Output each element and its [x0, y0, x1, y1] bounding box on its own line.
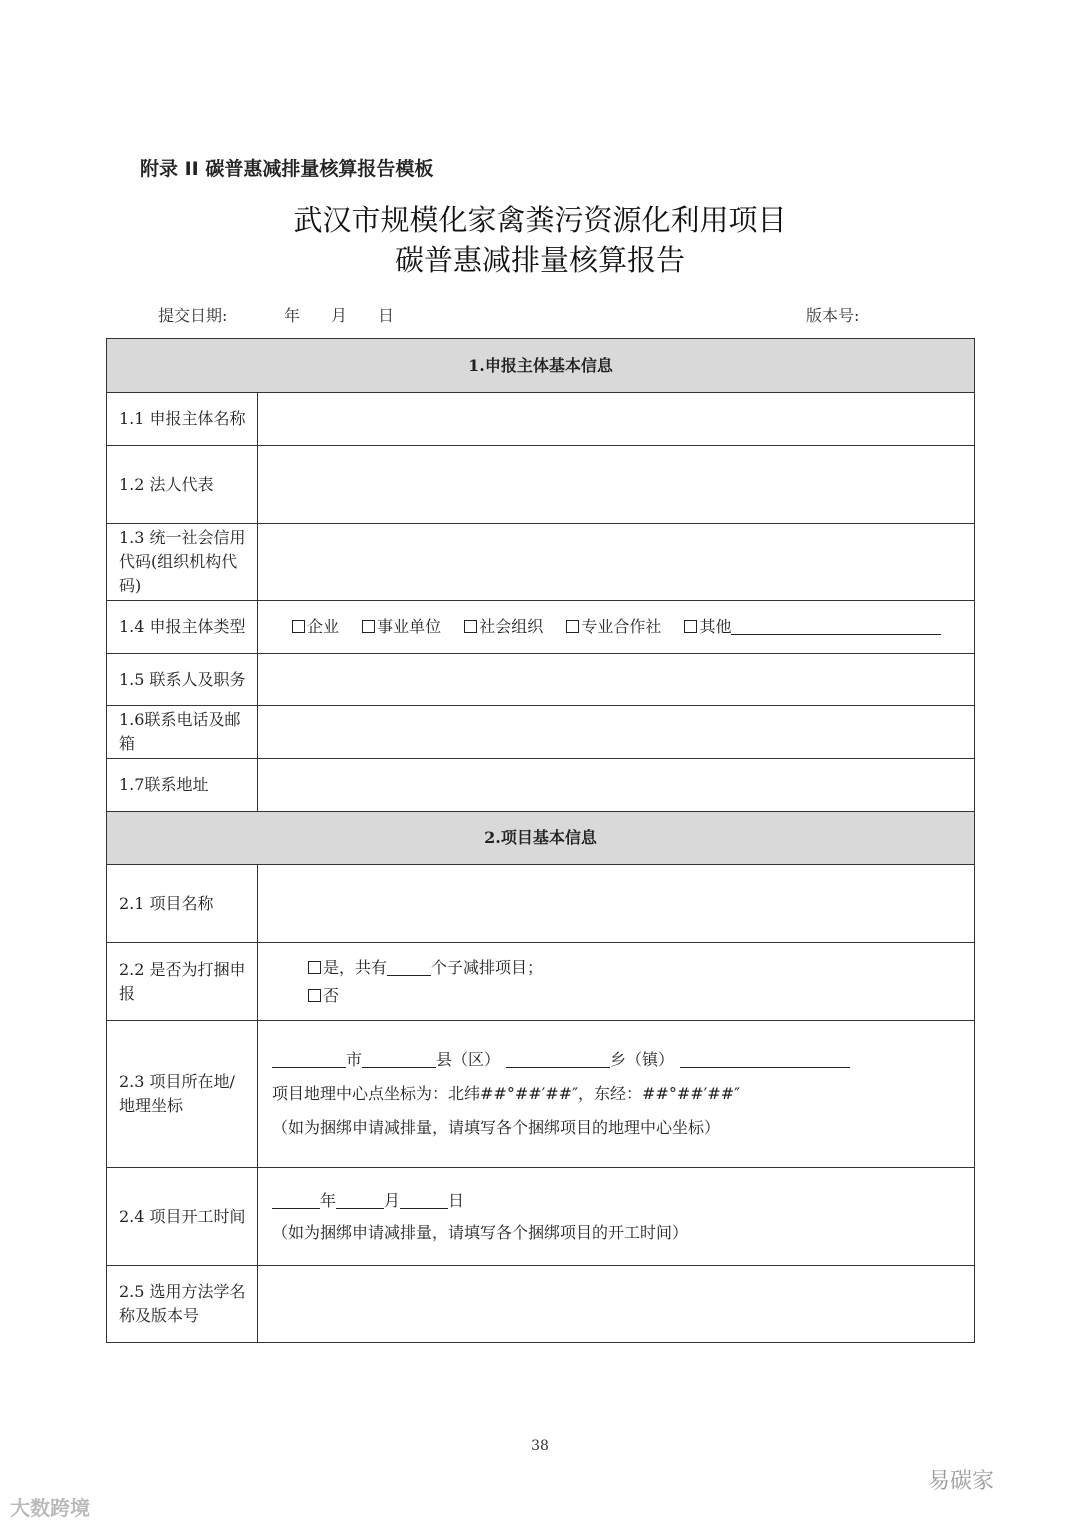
city-blank[interactable]: [272, 1051, 346, 1068]
location-field: 市 县（区） 乡（镇） 项目地理中心点坐标为：北纬##°##′##″，东经：##°##′##″ （如为捆绑申请减排量，请填写各个捆绑项目的地理中心坐标）: [258, 1021, 975, 1168]
row-label: 1.3 统一社会信用代码(组织机构代码): [107, 524, 258, 601]
section2-title: 2.项目基本信息: [107, 812, 975, 865]
applicant-name-field[interactable]: [258, 393, 975, 446]
option-enterprise[interactable]: 企业: [292, 617, 339, 636]
start-year-blank[interactable]: [272, 1192, 320, 1209]
report-title-line1: 武汉市规模化家禽粪污资源化利用项目: [293, 203, 787, 237]
methodology-field[interactable]: [258, 1266, 975, 1343]
option-public-institution[interactable]: 事业单位: [362, 617, 441, 636]
checkbox-icon[interactable]: [566, 620, 579, 633]
appendix-heading: 附录 II 碳普惠减排量核算报告模板: [140, 158, 434, 180]
town-blank[interactable]: [506, 1051, 610, 1068]
form-row: [107, 943, 975, 1021]
form-row: [107, 1266, 975, 1343]
section-header-row: [107, 339, 975, 393]
submit-date-month: 月: [331, 306, 348, 325]
checkbox-icon[interactable]: [362, 620, 375, 633]
submit-date-label: 提交日期:: [158, 306, 228, 325]
start-date-field: 年 月 日 （如为捆绑申请减排量，请填写各个捆绑项目的开工时间）: [258, 1168, 975, 1266]
village-blank[interactable]: [680, 1051, 850, 1068]
watermark-right: 易碳家: [928, 1469, 995, 1494]
start-day-blank[interactable]: [400, 1192, 448, 1209]
form-row: [107, 446, 975, 524]
row-label: 1.6联系电话及邮箱: [107, 706, 258, 759]
row-label: 1.2 法人代表: [107, 446, 258, 524]
report-title-line2: 碳普惠减排量核算报告: [394, 243, 685, 277]
project-name-field[interactable]: [258, 865, 975, 943]
section-header-row: [107, 812, 975, 865]
contact-address-field[interactable]: [258, 759, 975, 812]
bundle-yes-option[interactable]: 是，共有 个子减排项目；: [308, 956, 962, 980]
report-form-table: [106, 338, 975, 1343]
row-label: 1.7联系地址: [107, 759, 258, 812]
checkbox-icon[interactable]: [308, 961, 321, 974]
section1-title: 1.申报主体基本信息: [107, 339, 975, 393]
submit-date-year: 年: [284, 306, 301, 325]
option-other[interactable]: 其他: [684, 617, 941, 636]
row-label: 1.5 联系人及职务: [107, 654, 258, 706]
start-date-note: （如为捆绑申请减排量，请填写各个捆绑项目的开工时间）: [272, 1222, 689, 1242]
coordinate-note: （如为捆绑申请减排量，请填写各个捆绑项目的地理中心坐标）: [272, 1118, 721, 1137]
version-label: 版本号:: [806, 306, 860, 325]
contact-phone-email-field[interactable]: [258, 706, 975, 759]
county-blank[interactable]: [362, 1051, 436, 1068]
applicant-type-options: [258, 601, 975, 654]
row-label: 2.4 项目开工时间: [107, 1168, 258, 1266]
form-row: [107, 1021, 975, 1168]
bundle-options: [258, 943, 975, 1021]
form-row: [107, 601, 975, 654]
form-row: [107, 1168, 975, 1266]
sub-project-count-blank[interactable]: [387, 959, 431, 976]
row-label: 1.1 申报主体名称: [107, 393, 258, 446]
other-type-blank[interactable]: [731, 618, 941, 635]
checkbox-icon[interactable]: [464, 620, 477, 633]
row-label: 2.1 项目名称: [107, 865, 258, 943]
checkbox-icon[interactable]: [308, 989, 321, 1002]
legal-representative-field[interactable]: [258, 446, 975, 524]
submit-date-day: 日: [378, 306, 395, 325]
row-label: 2.2 是否为打捆申报: [107, 943, 258, 1021]
checkbox-icon[interactable]: [292, 620, 305, 633]
form-row: [107, 865, 975, 943]
start-month-blank[interactable]: [336, 1192, 384, 1209]
contact-person-field[interactable]: [258, 654, 975, 706]
form-row: [107, 706, 975, 759]
page-number: 38: [531, 1438, 549, 1454]
row-label: 2.3 项目所在地/地理坐标: [107, 1021, 258, 1168]
bundle-no-option[interactable]: 否: [308, 984, 962, 1008]
row-label: 1.4 申报主体类型: [107, 601, 258, 654]
form-row: [107, 524, 975, 601]
form-row: [107, 393, 975, 446]
watermark-left: 大数跨境: [10, 1496, 90, 1520]
form-row: [107, 654, 975, 706]
credit-code-field[interactable]: [258, 524, 975, 601]
option-social-org[interactable]: 社会组织: [464, 617, 543, 636]
coordinate-text: 项目地理中心点坐标为：北纬##°##′##″，东经：##°##′##″: [272, 1084, 741, 1103]
row-label: 2.5 选用方法学名称及版本号: [107, 1266, 258, 1343]
form-row: [107, 759, 975, 812]
checkbox-icon[interactable]: [684, 620, 697, 633]
option-cooperative[interactable]: 专业合作社: [566, 617, 661, 636]
